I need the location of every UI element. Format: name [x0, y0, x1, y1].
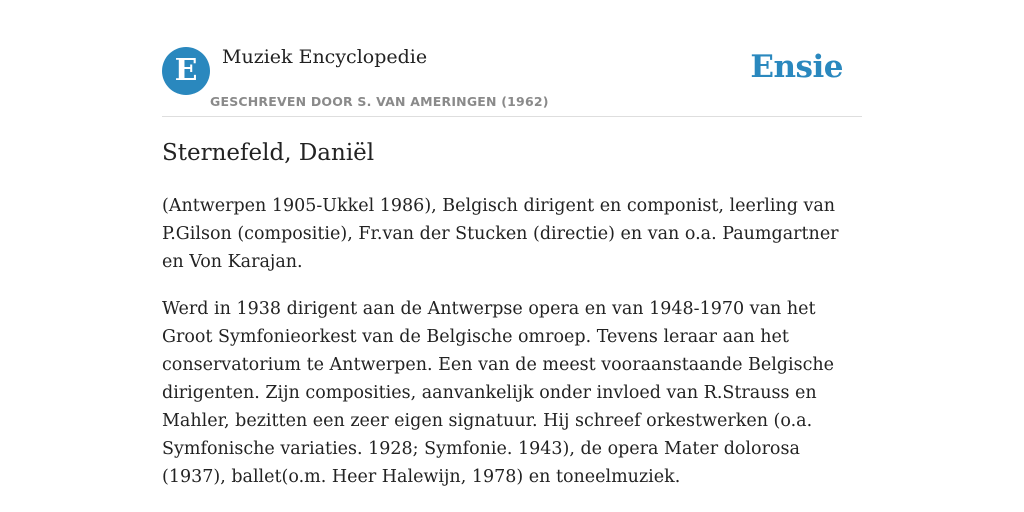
entry-body [162, 192, 862, 510]
ensie-brand-logo[interactable]: Ensie [750, 49, 843, 85]
entry-paragraph-1: (Antwerpen 1905-Ukkel 1986), Belgisch dirigent en componist, leerling van P.Gilson (compositie), Fr.van der Stucken (directie) en van o.a. Paumgartner en Von Karajan. [162, 196, 839, 272]
source-title-link[interactable]: Muziek Encyclopedie [222, 46, 428, 68]
entry-title: Sternefeld, Daniël [162, 140, 375, 166]
encyclopedia-logo-icon[interactable]: E [162, 47, 210, 95]
header [162, 44, 862, 117]
entry-paragraph-2: Werd in 1938 dirigent aan de Antwerpse opera en van 1948-1970 van het Groot Symfonieorkest van de Belgische omroep. Tevens leraar aan het conservatorium te Antwerpen. Een van de meest vooraanstaande Belgische dirigenten. Zijn composities, aanvankelijk onder invloed van R.Strauss en Mahler, bezitten een zeer eigen signatuur. Hij schreef orkestwerken (o.a. Symfonische variaties. 1928; Symfonie. 1943), de opera Mater dolorosa (1937), ballet(o.m. Heer Halewijn, 1978) en toneelmuziek. [162, 299, 835, 487]
author-byline: GESCHREVEN DOOR S. VAN AMERINGEN (1962) [210, 94, 549, 109]
